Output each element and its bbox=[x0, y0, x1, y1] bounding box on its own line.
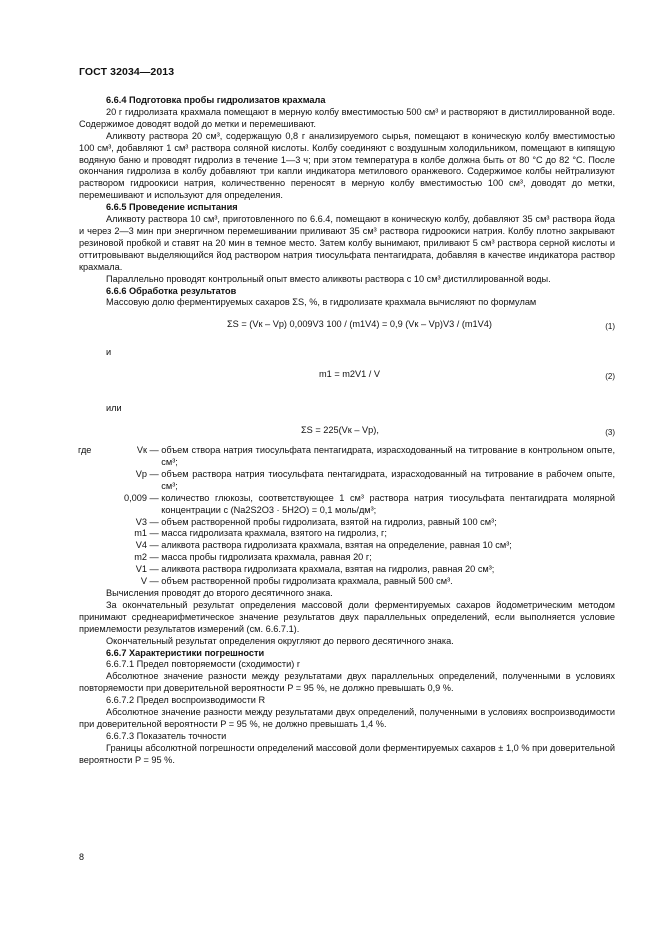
page-number: 8 bbox=[79, 852, 85, 862]
definition-symbol: Vр bbox=[135, 468, 147, 479]
subsection-heading: 6.6.7.2 Предел воспроизводимости R bbox=[106, 695, 266, 706]
definition-symbol: m1 bbox=[134, 528, 147, 539]
definition-row: m1 — масса гидролизата крахмала, взятого на гидролиз, г; bbox=[79, 528, 615, 540]
definition-text: количество глюкозы, соответствующее 1 см³ раствора натрия тиосульфата пентагидрата молярной концентрации с (Na2S2O3 · 5H2O) = 0,1 моль/дм³; bbox=[161, 492, 615, 515]
connector-word: или bbox=[106, 403, 122, 414]
paragraph: За окончательный результат определения массовой доли ферментируемых сахаров йодометрическим методом принимают среднеарифметическое значение результатов двух параллельных определений, если выполняется условие приемлемости результатов измерений (см. 6.6.7.1). bbox=[79, 599, 615, 634]
standard-header: ГОСТ 32034—2013 bbox=[79, 66, 175, 78]
definition-row: Vк — объем створа натрия тиосульфата пентагидрата, израсходованный на титрование в контрольном опыте, см³; bbox=[79, 445, 615, 469]
paragraph: Массовую долю ферментируемых сахаров ΣS, %, в гидролизате крахмала вычисляют по формулам bbox=[106, 297, 537, 308]
formula-3: ΣS = 225(Vк – Vр), bbox=[301, 425, 379, 436]
definition-text: масса пробы гидролизата крахмала, равная 20 г; bbox=[161, 552, 372, 563]
document-body bbox=[79, 95, 615, 767]
paragraph: 20 г гидролизата крахмала помещают в мерную колбу вместимостью 500 см³ и растворяют в дистиллированной воде. Содержимое доводят водой до метки и перемешивают. bbox=[79, 106, 615, 129]
section-heading: 6.6.7 Характеристики погрешности bbox=[106, 647, 265, 658]
definition-row: 0,009 — количество глюкозы, соответствующее 1 см³ раствора натрия тиосульфата пентагидрата молярной концентрации с (Na2S2O3 · 5H2O) = 0,1 моль/дм³; bbox=[79, 493, 615, 517]
paragraph: Абсолютное значение разности между результатами двух параллельных определений, полученными в условиях повторяемости при доверительной вероятности P = 95 %, не должно превышать 0,9 %. bbox=[79, 671, 615, 694]
definition-text: аликвота раствора гидролизата крахмала, взятая на гидролиз, равная 20 см³; bbox=[161, 564, 495, 575]
definition-row: m2 — масса пробы гидролизата крахмала, равная 20 г; bbox=[79, 552, 615, 564]
formula-number: (2) bbox=[605, 372, 615, 382]
definition-symbol: V bbox=[140, 576, 147, 587]
formula-2: m1 = m2V1 / V bbox=[319, 369, 381, 380]
connector-word: и bbox=[106, 347, 112, 358]
definition-text: масса гидролизата крахмала, взятого на гидролиз, г; bbox=[161, 528, 387, 539]
definition-text: объем створа натрия тиосульфата пентагидрата, израсходованный на титрование в контрольном опыте, см³; bbox=[161, 445, 615, 468]
section-heading: 6.6.6 Обработка результатов bbox=[106, 285, 237, 296]
where-word: где bbox=[78, 445, 92, 456]
paragraph: Аликвоту раствора 20 см³, содержащую 0,8 г анализируемого сырья, помещают в коническую колбу вместимостью 100 см³, добавляют 1 см³ раствора соляной кислоты. Колбу соединяют с воздушным холодильником, помещают в кипящую водяную баню и проводят гидролиз в течение 1—3 ч; при этом температура в колбе должна быть от 80 °С до 82 °С. После окончания гидролиза в колбу добавляют три капли индикатора метилового оранжевого. Содержимое колбы нейтрализуют раствором гидроокиси натрия, количественно переносят в мерную колбу вместимостью 100 см³, доводят до метки, перемешивают и используют для определения. bbox=[79, 130, 615, 201]
paragraph: Аликвоту раствора 10 см³, приготовленного по 6.6.4, помещают в коническую колбу, добавляют 35 см³ раствора йода и через 2—3 мин при энергичном перемешивании приливают 35 см³ раствора гидроокиси натрия. Колбу плотно закрывают резиновой пробкой и ставят на 20 мин в темное место. Затем колбу вынимают, приливают 5 см³ раствора серной кислоты и оттитровывают выделяющийся йод раствором натрия тиосульфата пентагидрата, добавляя в качестве индикатора раствор крахмала. bbox=[79, 214, 615, 272]
paragraph: Вычисления проводят до второго десятичного знака. bbox=[106, 588, 333, 598]
formula-row bbox=[79, 309, 615, 347]
section-heading: 6.6.5 Проведение испытания bbox=[106, 202, 238, 213]
subsection-heading: 6.6.7.1 Предел повторяемости (сходимости) r bbox=[106, 659, 300, 670]
definition-text: аликвота раствора гидролизата крахмала, взятая на определение, равная 10 см³; bbox=[161, 540, 512, 551]
formula-number: (1) bbox=[605, 322, 615, 332]
definition-text: объем растворенной пробы гидролизата крахмала, равный 500 см³. bbox=[161, 576, 453, 587]
paragraph: Окончательный результат определения округляют до первого десятичного знака. bbox=[106, 635, 454, 646]
definition-row: V4 — аликвота раствора гидролизата крахмала, взятая на определение, равная 10 см³; bbox=[79, 540, 615, 552]
paragraph: Границы абсолютной погрешности определений массовой доли ферментируемых сахаров ± 1,0 % при доверительной вероятности P = 95 %. bbox=[79, 742, 615, 765]
definition-symbol: V1 bbox=[135, 564, 147, 575]
definition-row: V1 — аликвота раствора гидролизата крахмала, взятая на гидролиз, равная 20 см³; bbox=[79, 564, 615, 576]
definition-symbol: V4 bbox=[135, 540, 147, 551]
paragraph: Параллельно проводят контрольный опыт вместо аликвоты раствора с 10 см³ дистиллированной воды. bbox=[106, 273, 551, 284]
formula-1: ΣS = (Vк – Vр) 0,009V3 100 / (m1V4) = 0,9 (Vк – Vр)V3 / (m1V4) bbox=[227, 319, 492, 330]
definition-text: объем раствора натрия тиосульфата пентагидрата, израсходованный на титрование в рабочем опыте, см³; bbox=[161, 468, 615, 491]
definition-symbol: m2 bbox=[134, 552, 147, 563]
formula-number: (3) bbox=[605, 428, 615, 438]
definition-row: V3 — объем растворенной пробы гидролизата, взятой на гидролиз, равный 100 см³; bbox=[79, 517, 615, 529]
formula-row bbox=[79, 415, 615, 445]
paragraph: Абсолютное значение разности между результатами двух определений, полученными в условиях воспроизводимости при доверительной вероятности P = 95 %, не должно превышать 1,4 %. bbox=[79, 707, 615, 729]
definition-row: Vр — объем раствора натрия тиосульфата пентагидрата, израсходованный на титрование в рабочем опыте, см³; bbox=[79, 469, 615, 493]
definition-symbol: 0,009 bbox=[124, 492, 147, 503]
section-heading: 6.6.4 Подготовка пробы гидролизатов крахмала bbox=[106, 95, 326, 105]
definition-symbol: V3 bbox=[135, 516, 147, 527]
definition-row: V — объем растворенной пробы гидролизата крахмала, равный 500 см³. bbox=[79, 576, 615, 588]
definitions-list bbox=[79, 445, 615, 588]
formula-row bbox=[79, 359, 615, 403]
definition-text: объем растворенной пробы гидролизата, взятой на гидролиз, равный 100 см³; bbox=[161, 516, 497, 527]
definition-symbol: Vк bbox=[136, 445, 147, 456]
subsection-heading: 6.6.7.3 Показатель точности bbox=[106, 730, 227, 741]
